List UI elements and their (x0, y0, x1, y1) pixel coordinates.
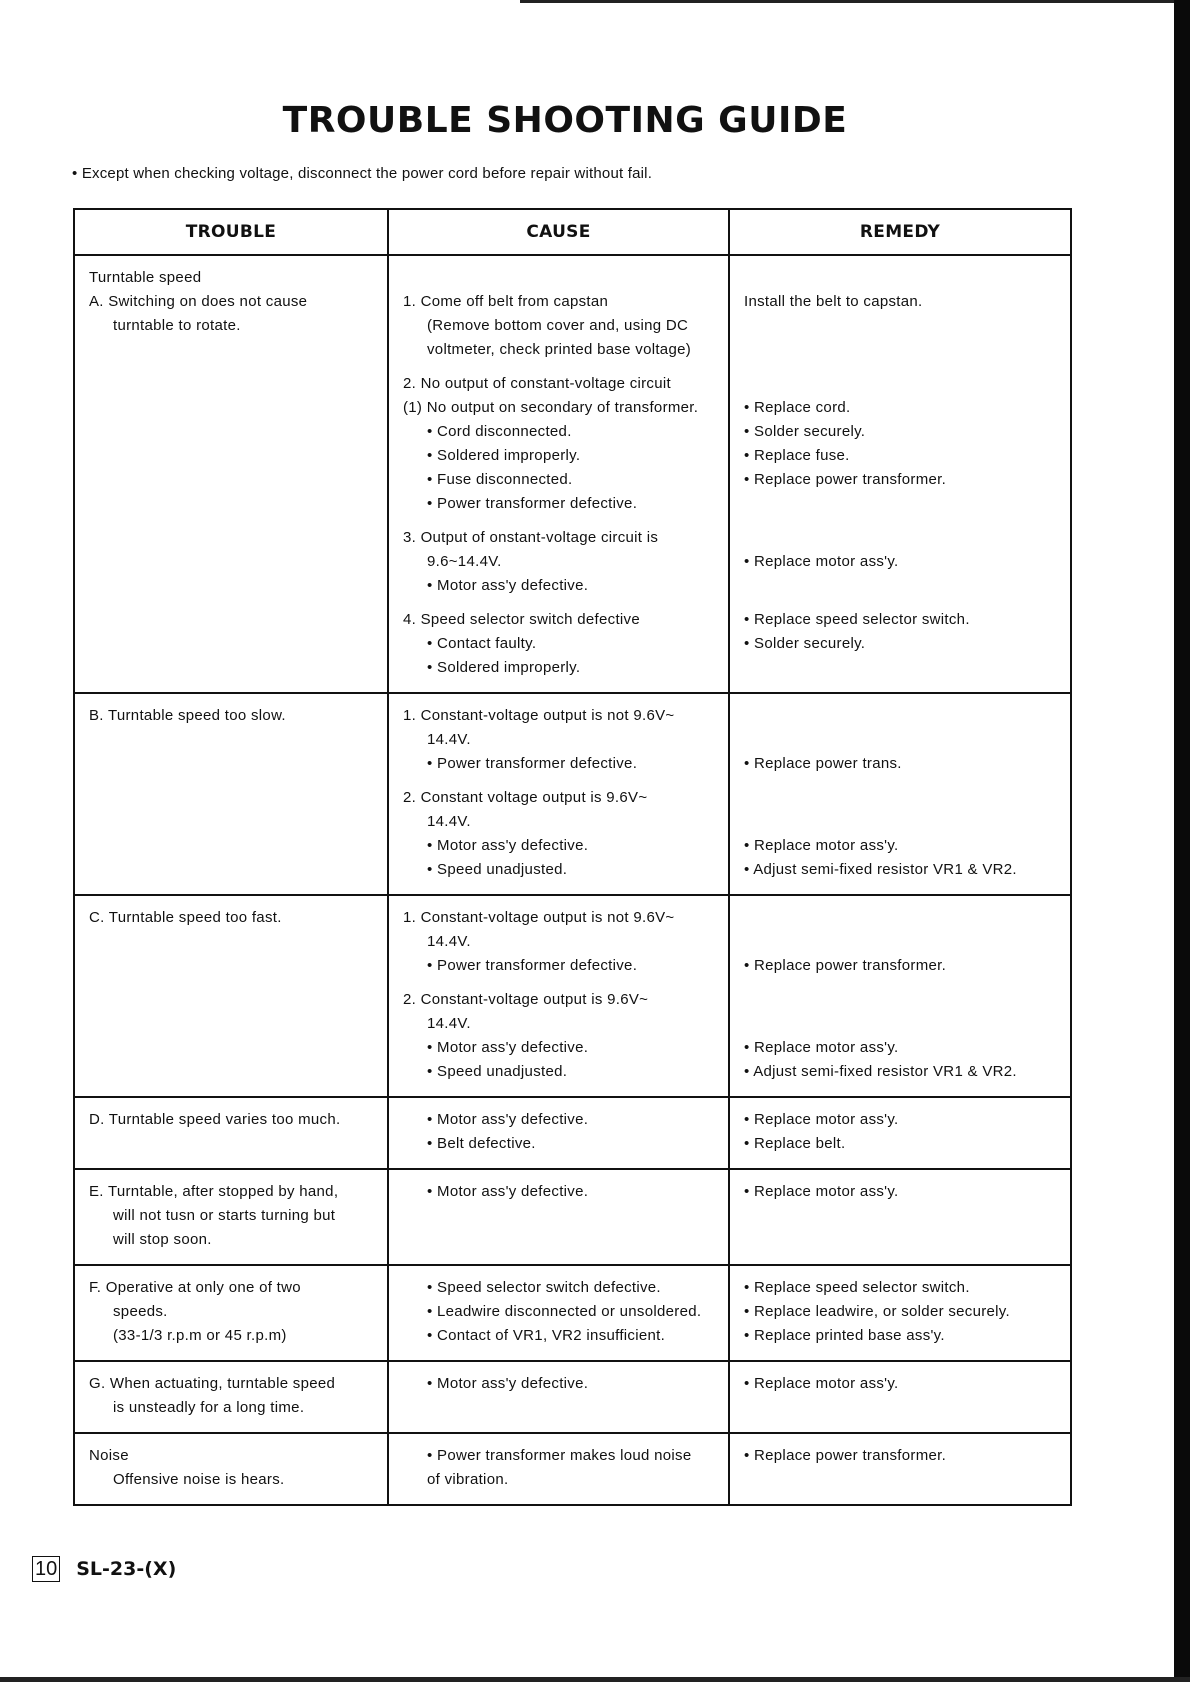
remedy-line: • Replace motor ass'y. (744, 837, 899, 854)
trouble-line: is unsteadly for a long time. (113, 1399, 305, 1416)
trouble-line: speeds. (113, 1303, 168, 1320)
trouble-line: Offensive noise is hears. (113, 1471, 285, 1488)
cause-cell (388, 1361, 729, 1433)
cause-line: • Soldered improperly. (427, 659, 581, 676)
table-row (74, 1361, 1071, 1433)
scan-edge-top (520, 0, 1190, 3)
remedy-line: • Adjust semi-fixed resistor VR1 & VR2. (744, 861, 1017, 878)
cause-line: • Cord disconnected. (427, 423, 572, 440)
cause-line: • Motor ass'y defective. (427, 837, 589, 854)
remedy-line: • Replace fuse. (744, 447, 850, 464)
cause-line: 14.4V. (427, 731, 471, 748)
table-row (74, 1169, 1071, 1265)
trouble-line: B. Turntable speed too slow. (89, 707, 286, 724)
trouble-table (73, 208, 1072, 1506)
cause-line: • Motor ass'y defective. (427, 1375, 589, 1392)
cause-line: • Power transformer defective. (427, 495, 638, 512)
remedy-line: Install the belt to capstan. (744, 293, 923, 310)
trouble-cell (74, 1169, 388, 1265)
remedy-cell (729, 255, 1071, 693)
cause-cell (388, 1265, 729, 1361)
safety-note: • Except when checking voltage, disconnect the power cord before repair without fail. (72, 165, 653, 182)
remedy-line: • Replace motor ass'y. (744, 1183, 899, 1200)
remedy-line: • Replace printed base ass'y. (744, 1327, 945, 1344)
table-row (74, 255, 1071, 693)
remedy-cell (729, 895, 1071, 1097)
table-header-row (74, 209, 1071, 255)
remedy-line: • Replace motor ass'y. (744, 1111, 899, 1128)
cause-line: 4. Speed selector switch defective (403, 611, 640, 628)
cause-line: • Motor ass'y defective. (427, 1111, 589, 1128)
cause-line: • Speed unadjusted. (427, 1063, 568, 1080)
cause-line: 1. Come off belt from capstan (403, 293, 609, 310)
cause-line: 14.4V. (427, 813, 471, 830)
cause-cell (388, 1169, 729, 1265)
table-row (74, 1097, 1071, 1169)
cause-line: • Contact faulty. (427, 635, 537, 652)
table-row (74, 895, 1071, 1097)
cause-line: • Belt defective. (427, 1135, 536, 1152)
trouble-line: F. Operative at only one of two (89, 1279, 301, 1296)
cause-line: • Leadwire disconnected or unsoldered. (427, 1303, 702, 1320)
cause-line: • Speed selector switch defective. (427, 1279, 661, 1296)
cause-line: • Power transformer defective. (427, 755, 638, 772)
trouble-line: will stop soon. (113, 1231, 212, 1248)
cause-line: • Soldered improperly. (427, 447, 581, 464)
cause-line: 1. Constant-voltage output is not 9.6V~ (403, 909, 675, 926)
remedy-cell (729, 1169, 1071, 1265)
trouble-cell (74, 1361, 388, 1433)
cause-cell (388, 255, 729, 693)
remedy-line: • Solder securely. (744, 635, 866, 652)
remedy-cell (729, 1097, 1071, 1169)
cause-line: 2. Constant-voltage output is 9.6V~ (403, 991, 649, 1008)
remedy-line: • Replace motor ass'y. (744, 553, 899, 570)
trouble-line: G. When actuating, turntable speed (89, 1375, 336, 1392)
remedy-cell (729, 693, 1071, 895)
remedy-line: • Replace power transformer. (744, 1447, 947, 1464)
remedy-line: • Replace cord. (744, 399, 851, 416)
scan-edge-right (1174, 0, 1190, 1682)
remedy-line: • Adjust semi-fixed resistor VR1 & VR2. (744, 1063, 1017, 1080)
scan-edge-bottom (0, 1677, 1190, 1682)
cause-cell (388, 895, 729, 1097)
trouble-line: A. Switching on does not cause (89, 293, 308, 310)
cause-cell (388, 1097, 729, 1169)
cause-line: • Motor ass'y defective. (427, 1039, 589, 1056)
remedy-cell (729, 1433, 1071, 1505)
cause-cell (388, 1433, 729, 1505)
trouble-line: Noise (89, 1447, 129, 1464)
trouble-cell (74, 1433, 388, 1505)
remedy-cell (729, 1265, 1071, 1361)
trouble-cell (74, 895, 388, 1097)
trouble-line: Turntable speed (89, 269, 202, 286)
trouble-line: C. Turntable speed too fast. (89, 909, 282, 926)
cause-line: 3. Output of onstant-voltage circuit is (403, 529, 659, 546)
cause-line: • Motor ass'y defective. (427, 577, 589, 594)
table-row (74, 693, 1071, 895)
trouble-cell (74, 1097, 388, 1169)
cause-cell (388, 693, 729, 895)
remedy-line: • Replace motor ass'y. (744, 1039, 899, 1056)
trouble-line: will not tusn or starts turning but (113, 1207, 336, 1224)
cause-line: (1) No output on secondary of transformer. (403, 399, 699, 416)
remedy-line: • Replace motor ass'y. (744, 1375, 899, 1392)
model-number: SL-23-(X) (76, 1558, 177, 1580)
remedy-header: REMEDY (729, 209, 1071, 255)
cause-line: 14.4V. (427, 933, 471, 950)
cause-header: CAUSE (388, 209, 729, 255)
remedy-line: • Replace speed selector switch. (744, 611, 970, 628)
cause-line: of vibration. (427, 1471, 509, 1488)
page-footer (32, 1556, 176, 1582)
cause-line: 2. No output of constant-voltage circuit (403, 375, 671, 392)
page-title: TROUBLE SHOOTING GUIDE (282, 100, 848, 141)
cause-line: 1. Constant-voltage output is not 9.6V~ (403, 707, 675, 724)
cause-line: • Speed unadjusted. (427, 861, 568, 878)
cause-line: • Contact of VR1, VR2 insufficient. (427, 1327, 666, 1344)
remedy-line: • Replace leadwire, or solder securely. (744, 1303, 1010, 1320)
remedy-line: • Replace power trans. (744, 755, 902, 772)
trouble-line: turntable to rotate. (113, 317, 241, 334)
trouble-cell (74, 693, 388, 895)
remedy-line: • Replace power transformer. (744, 957, 947, 974)
table-row (74, 1265, 1071, 1361)
trouble-line: E. Turntable, after stopped by hand, (89, 1183, 339, 1200)
cause-line: 9.6~14.4V. (427, 553, 502, 570)
remedy-line: • Solder securely. (744, 423, 866, 440)
cause-line: • Power transformer makes loud noise (427, 1447, 692, 1464)
remedy-cell (729, 1361, 1071, 1433)
remedy-line: • Replace speed selector switch. (744, 1279, 970, 1296)
cause-line: • Motor ass'y defective. (427, 1183, 589, 1200)
cause-line: 14.4V. (427, 1015, 471, 1032)
cause-line: • Fuse disconnected. (427, 471, 573, 488)
trouble-cell (74, 255, 388, 693)
remedy-line: • Replace belt. (744, 1135, 846, 1152)
trouble-line: (33-1/3 r.p.m or 45 r.p.m) (113, 1327, 287, 1344)
cause-line: voltmeter, check printed base voltage) (427, 341, 692, 358)
cause-line: (Remove bottom cover and, using DC (427, 317, 689, 334)
cause-line: 2. Constant voltage output is 9.6V~ (403, 789, 648, 806)
page-number: 10 (32, 1556, 60, 1582)
trouble-cell (74, 1265, 388, 1361)
trouble-header: TROUBLE (74, 209, 388, 255)
table-row (74, 1433, 1071, 1505)
trouble-line: D. Turntable speed varies too much. (89, 1111, 341, 1128)
remedy-line: • Replace power transformer. (744, 471, 947, 488)
cause-line: • Power transformer defective. (427, 957, 638, 974)
